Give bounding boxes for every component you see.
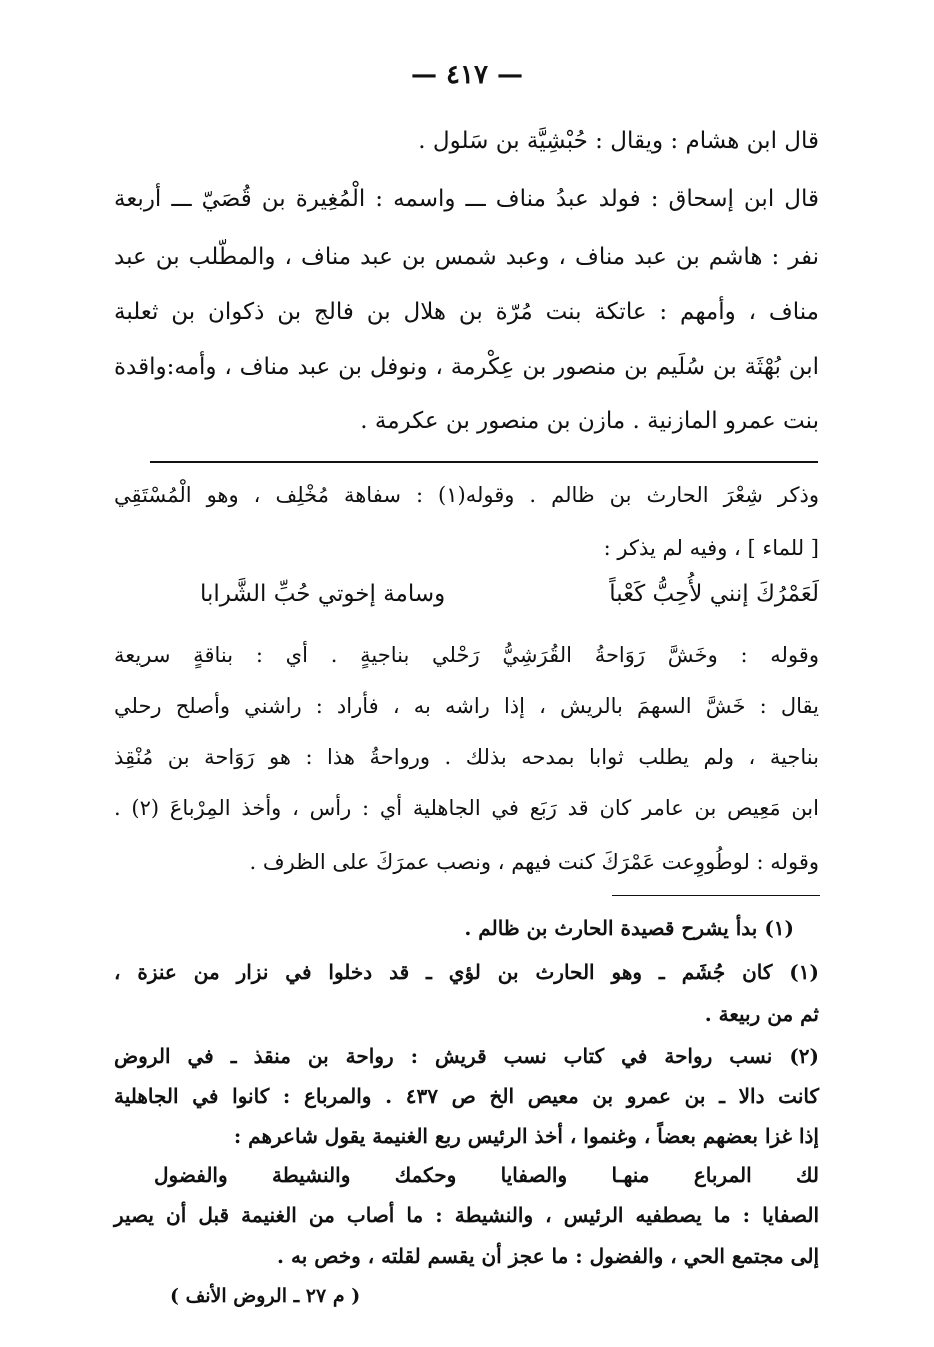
- poem-first-hemistich: لَعَمْرُكَ إنني لأُحِبُّ كَعْباً: [609, 581, 819, 607]
- commentary-line-3: وقوله : وخَشَّ رَوَاحةُ القُرَشِيُّ رَحْلي بناجيةٍ . أي : بناقةٍ سريعة: [114, 643, 819, 667]
- footnote-2-cont: ثم من ربيعة .: [704, 1002, 819, 1026]
- footnote-3-line-5: الصفايا : ما يصطفيه الرئيس ، والنشيطة : ما أصاب من الغنيمة قبل أن يصير: [114, 1203, 819, 1227]
- footnote-2: (١) كان جُشَم ـ وهو الحارث بن لؤي ـ قد دخلوا في نزار من عنزة ،: [114, 960, 819, 984]
- section-divider: [150, 461, 818, 463]
- main-text-line-1: قال ابن هشام : ويقال : حُبْشِيَّة بن سَلول .: [418, 128, 819, 154]
- footnote-3-line-3: إذا غزا بعضهم بعضاً ، وغنموا ، أخذ الرئيس ربع الغنيمة يقول شاعرهم :: [233, 1124, 819, 1148]
- main-text-line-4: مناف ، وأمهم : عاتكة بنت مُرّة بن هلال بن فالج بن ذكوان بن ثعلبة: [114, 299, 819, 325]
- main-text-line-6: بنت عمرو المازنية . مازن بن منصور بن عكرمة .: [360, 408, 819, 434]
- footnote-1: (١) بدأ يشرح قصيدة الحارث بن ظالم .: [464, 916, 794, 940]
- bottom-signature: ( م ٢٧ ـ الروض الأنف ): [170, 1285, 361, 1307]
- commentary-line-4: يقال : خَشَّ السهمَ بالريش ، إذا راشه به ، فأراد : راشني وأصلح رحلي: [114, 694, 819, 718]
- main-text-line-5: ابن بُهْثَة بن سُلَيم بن منصور بن عِكْرمة ، ونوفل بن عبد مناف ، وأمه:واقدة: [114, 354, 819, 380]
- commentary-line-6: ابن مَعِيص بن عامر كان قد رَبَع في الجاهلية أي : رأس ، وأخذ المِرْباعَ (٢) .: [114, 796, 819, 820]
- commentary-line-7: وقوله : لوطُووِعت عَمْرَكَ كنت فيهم ، ونصب عمرَكَ على الظرف .: [249, 850, 819, 874]
- footnote-verse: لك المرباع منهـا والصفايا وحكمك والنشيطة والفضول: [154, 1163, 819, 1187]
- footnote-3-line-6: إلى مجتمع الحي ، والفضول : ما عجز أن يقسم لقلته ، وخص به .: [277, 1244, 819, 1268]
- commentary-line-5: بناجية ، ولم يطلب ثوابا بمدحه بذلك . ورواحةُ هذا : هو رَوَاحة بن مُنْقِذ: [114, 745, 819, 769]
- footnote-divider: [612, 895, 820, 896]
- main-text-line-3: نفر : هاشم بن عبد مناف ، وعبد شمس بن عبد مناف ، والمطّلب بن عبد: [114, 244, 819, 270]
- page-number: — ٤١٧ —: [410, 60, 524, 90]
- commentary-line-2: [ للماء ] ، وفيه لم يذكر :: [603, 536, 819, 560]
- commentary-line-1: وذكر شِعْرَ الحارث بن ظالم . وقوله(١) : سفاهة مُخْلِف ، وهو الْمُسْتَقِي: [114, 483, 819, 507]
- poem-second-hemistich: وسامة إخوتي حُبِّ الشَّرابا: [200, 581, 446, 607]
- footnote-3-line-2: كانت دالا ـ بن عمرو بن معيص الخ ص ٤٣٧ . والمرباع : كانوا في الجاهلية: [114, 1084, 819, 1108]
- main-text-line-2: قال ابن إسحاق : فولد عبدُ مناف ـــ واسمه : الْمُغِيرة بن قُصَيّ ـــ أربعة: [114, 186, 819, 212]
- footnote-3: (٢) نسب رواحة في كتاب نسب قريش : رواحة بن منقذ ـ في الروض: [114, 1044, 819, 1068]
